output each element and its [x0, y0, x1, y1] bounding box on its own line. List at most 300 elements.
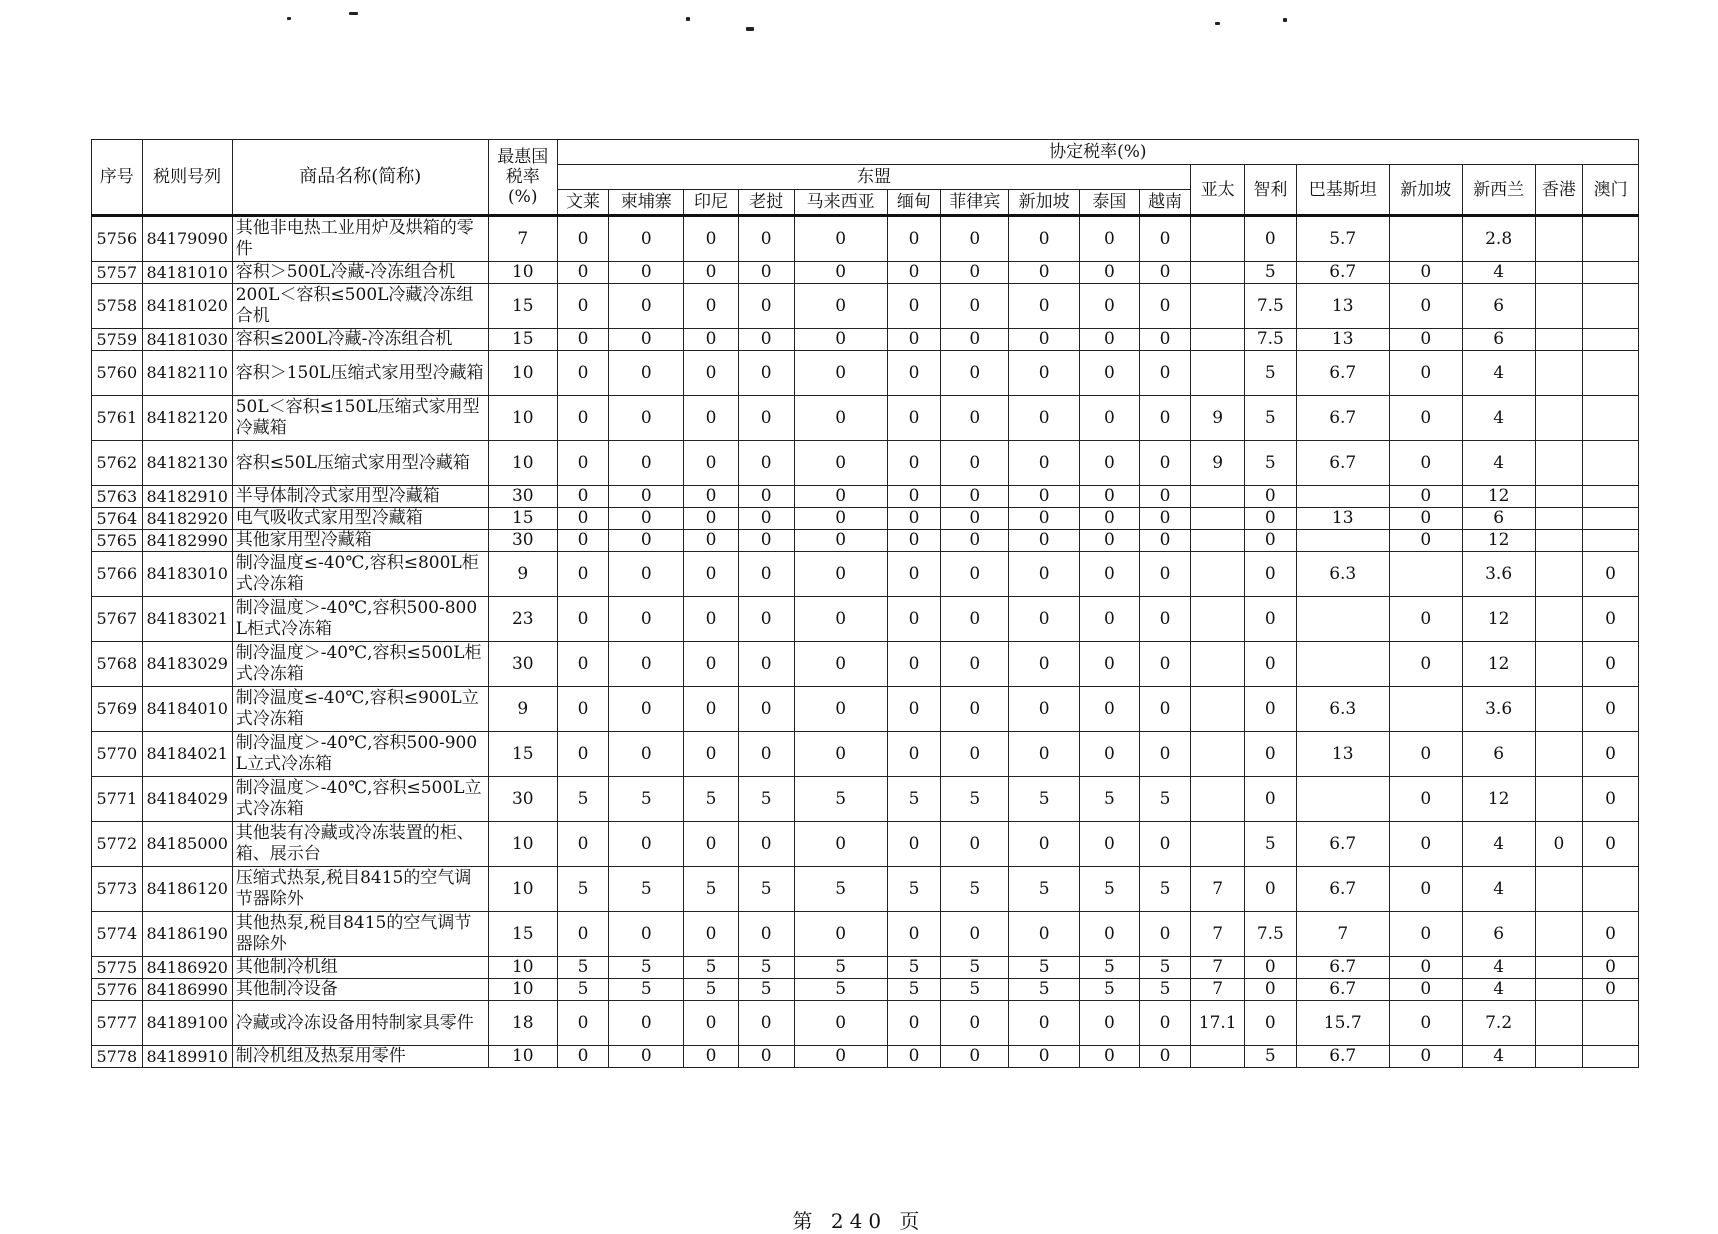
cell-asean-rate: 0 [738, 508, 794, 530]
cell-other-rate: 0 [1389, 1046, 1462, 1068]
table-row [92, 912, 1639, 957]
cell-name: 其他热泵,税目8415的空气调节器除外 [232, 912, 488, 957]
cell-asean-rate: 0 [557, 732, 609, 777]
cell-other-rate [1191, 777, 1245, 822]
cell-asean-rate: 0 [609, 396, 684, 441]
cell-asean-rate: 0 [887, 642, 941, 687]
cell-name: 制冷温度＞-40℃,容积500-900L立式冷冻箱 [232, 732, 488, 777]
cell-asean-rate: 0 [684, 351, 739, 396]
cell-asean-rate: 5 [1139, 957, 1191, 979]
cell-code: 84185000 [142, 822, 232, 867]
table-row [92, 687, 1639, 732]
header-other-col: 新加坡 [1389, 165, 1462, 216]
cell-asean-rate: 0 [738, 351, 794, 396]
cell-other-rate: 7.2 [1462, 1001, 1535, 1046]
cell-asean-rate: 0 [1009, 687, 1080, 732]
cell-asean-rate: 0 [1080, 329, 1140, 351]
cell-asean-rate: 0 [794, 530, 887, 552]
cell-asean-rate: 5 [887, 777, 941, 822]
cell-other-rate: 0 [1389, 508, 1462, 530]
table-row [92, 262, 1639, 284]
cell-name: 制冷温度＞-40℃,容积≤500L柜式冷冻箱 [232, 642, 488, 687]
cell-other-rate [1535, 777, 1583, 822]
cell-asean-rate: 5 [557, 979, 609, 1001]
cell-asean-rate: 0 [738, 396, 794, 441]
cell-asean-rate: 0 [684, 597, 739, 642]
cell-mfn: 10 [488, 822, 557, 867]
cell-asean-rate: 5 [609, 867, 684, 912]
cell-other-rate: 6.3 [1296, 687, 1389, 732]
cell-asean-rate: 0 [941, 1001, 1009, 1046]
cell-code: 84184021 [142, 732, 232, 777]
cell-name: 电气吸收式家用型冷藏箱 [232, 508, 488, 530]
cell-seq: 5770 [92, 732, 143, 777]
cell-mfn: 15 [488, 284, 557, 329]
cell-mfn: 30 [488, 530, 557, 552]
cell-asean-rate: 0 [1080, 597, 1140, 642]
cell-mfn: 10 [488, 867, 557, 912]
cell-asean-rate: 0 [609, 687, 684, 732]
cell-name: 压缩式热泵,税目8415的空气调节器除外 [232, 867, 488, 912]
cell-asean-rate: 0 [794, 351, 887, 396]
cell-name: 半导体制冷式家用型冷藏箱 [232, 486, 488, 508]
cell-asean-rate: 0 [609, 822, 684, 867]
cell-asean-rate: 0 [609, 329, 684, 351]
cell-other-rate [1296, 597, 1389, 642]
cell-mfn: 9 [488, 552, 557, 597]
header-mfn-line1: 最惠国 [497, 147, 549, 167]
cell-asean-rate: 0 [941, 552, 1009, 597]
cell-other-rate: 6.7 [1296, 396, 1389, 441]
cell-asean-rate: 0 [738, 486, 794, 508]
header-other-col: 智利 [1245, 165, 1297, 216]
cell-other-rate: 0 [1245, 508, 1297, 530]
cell-code: 84181010 [142, 262, 232, 284]
cell-asean-rate: 0 [1009, 216, 1080, 262]
header-other-col: 香港 [1535, 165, 1583, 216]
cell-other-rate: 12 [1462, 486, 1535, 508]
cell-other-rate [1191, 486, 1245, 508]
header-asean: 东盟 [557, 165, 1191, 190]
cell-asean-rate: 0 [557, 262, 609, 284]
cell-other-rate: 12 [1462, 530, 1535, 552]
header-other-col: 亚太 [1191, 165, 1245, 216]
cell-asean-rate: 5 [609, 979, 684, 1001]
cell-asean-rate: 0 [1009, 822, 1080, 867]
cell-asean-rate: 0 [941, 687, 1009, 732]
table-row [92, 552, 1639, 597]
cell-asean-rate: 0 [609, 1001, 684, 1046]
cell-asean-rate: 0 [1139, 351, 1191, 396]
cell-asean-rate: 0 [1009, 508, 1080, 530]
cell-asean-rate: 0 [887, 687, 941, 732]
cell-other-rate [1296, 777, 1389, 822]
cell-other-rate [1535, 396, 1583, 441]
header-other-col: 巴基斯坦 [1296, 165, 1389, 216]
cell-code: 84183010 [142, 552, 232, 597]
cell-other-rate: 4 [1462, 441, 1535, 486]
cell-other-rate [1191, 508, 1245, 530]
cell-asean-rate: 0 [684, 642, 739, 687]
cell-other-rate [1389, 552, 1462, 597]
cell-asean-rate: 0 [738, 687, 794, 732]
cell-name: 容积≤200L冷藏-冷冻组合机 [232, 329, 488, 351]
cell-other-rate: 0 [1245, 1001, 1297, 1046]
cell-other-rate: 0 [1583, 777, 1639, 822]
cell-other-rate: 3.6 [1462, 552, 1535, 597]
cell-other-rate: 2.8 [1462, 216, 1535, 262]
cell-other-rate [1535, 1046, 1583, 1068]
cell-asean-rate: 0 [794, 642, 887, 687]
table-row [92, 979, 1639, 1001]
cell-asean-rate: 0 [794, 396, 887, 441]
cell-other-rate: 9 [1191, 441, 1245, 486]
cell-other-rate [1535, 979, 1583, 1001]
cell-asean-rate: 5 [887, 979, 941, 1001]
cell-asean-rate: 0 [609, 216, 684, 262]
cell-seq: 5777 [92, 1001, 143, 1046]
cell-asean-rate: 5 [941, 979, 1009, 1001]
cell-other-rate [1535, 508, 1583, 530]
cell-asean-rate: 0 [557, 1046, 609, 1068]
cell-name: 其他制冷设备 [232, 979, 488, 1001]
cell-other-rate [1583, 329, 1639, 351]
cell-other-rate [1535, 1001, 1583, 1046]
cell-asean-rate: 5 [684, 979, 739, 1001]
cell-asean-rate: 0 [738, 329, 794, 351]
cell-asean-rate: 0 [941, 284, 1009, 329]
cell-asean-rate: 0 [609, 508, 684, 530]
cell-other-rate: 5 [1245, 262, 1297, 284]
cell-other-rate: 6 [1462, 912, 1535, 957]
cell-asean-rate: 0 [794, 329, 887, 351]
cell-other-rate: 0 [1583, 687, 1639, 732]
cell-asean-rate: 0 [1139, 1001, 1191, 1046]
cell-mfn: 10 [488, 396, 557, 441]
cell-asean-rate: 0 [794, 508, 887, 530]
cell-other-rate [1535, 329, 1583, 351]
cell-asean-rate: 0 [794, 216, 887, 262]
cell-asean-rate: 0 [794, 284, 887, 329]
cell-asean-rate: 5 [557, 957, 609, 979]
cell-other-rate: 4 [1462, 262, 1535, 284]
cell-asean-rate: 5 [684, 867, 739, 912]
cell-other-rate [1583, 262, 1639, 284]
cell-other-rate: 0 [1245, 957, 1297, 979]
cell-asean-rate: 0 [1139, 530, 1191, 552]
cell-mfn: 10 [488, 441, 557, 486]
cell-asean-rate: 0 [794, 687, 887, 732]
cell-other-rate: 6.7 [1296, 957, 1389, 979]
cell-other-rate: 6 [1462, 284, 1535, 329]
cell-name: 冷藏或冷冻设备用特制家具零件 [232, 1001, 488, 1046]
cell-other-rate: 13 [1296, 732, 1389, 777]
cell-other-rate: 6.7 [1296, 262, 1389, 284]
header-asean-col: 马来西亚 [794, 190, 887, 216]
cell-other-rate: 0 [1389, 351, 1462, 396]
cell-asean-rate: 0 [1009, 284, 1080, 329]
cell-other-rate: 6 [1462, 329, 1535, 351]
cell-other-rate: 0 [1535, 822, 1583, 867]
cell-other-rate: 0 [1389, 262, 1462, 284]
cell-asean-rate: 0 [1080, 486, 1140, 508]
header-asean-col: 老挝 [738, 190, 794, 216]
cell-asean-rate: 0 [557, 822, 609, 867]
cell-asean-rate: 0 [1080, 216, 1140, 262]
cell-name: 制冷温度≤-40℃,容积≤900L立式冷冻箱 [232, 687, 488, 732]
cell-code: 84182130 [142, 441, 232, 486]
cell-asean-rate: 0 [1080, 396, 1140, 441]
cell-asean-rate: 0 [609, 642, 684, 687]
header-asean-col: 柬埔寨 [609, 190, 684, 216]
cell-code: 84186920 [142, 957, 232, 979]
cell-asean-rate: 0 [609, 530, 684, 552]
cell-other-rate: 6.7 [1296, 979, 1389, 1001]
cell-other-rate [1583, 1046, 1639, 1068]
cell-asean-rate: 0 [738, 441, 794, 486]
cell-other-rate: 0 [1389, 1001, 1462, 1046]
cell-asean-rate: 5 [684, 777, 739, 822]
cell-other-rate [1535, 284, 1583, 329]
cell-other-rate: 6.7 [1296, 822, 1389, 867]
cell-other-rate: 0 [1583, 552, 1639, 597]
cell-other-rate: 0 [1583, 979, 1639, 1001]
cell-asean-rate: 0 [557, 284, 609, 329]
cell-asean-rate: 0 [1080, 441, 1140, 486]
cell-asean-rate: 0 [1080, 687, 1140, 732]
cell-mfn: 30 [488, 777, 557, 822]
tariff-table [91, 139, 1639, 1068]
cell-other-rate [1296, 486, 1389, 508]
cell-asean-rate: 0 [887, 822, 941, 867]
cell-other-rate [1583, 216, 1639, 262]
cell-asean-rate: 0 [684, 284, 739, 329]
cell-asean-rate: 0 [557, 597, 609, 642]
cell-other-rate: 7.5 [1245, 284, 1297, 329]
cell-asean-rate: 5 [1009, 957, 1080, 979]
cell-other-rate [1191, 732, 1245, 777]
cell-other-rate: 5.7 [1296, 216, 1389, 262]
cell-other-rate: 4 [1462, 867, 1535, 912]
cell-asean-rate: 0 [1080, 1001, 1140, 1046]
cell-asean-rate: 5 [1139, 867, 1191, 912]
cell-code: 84189100 [142, 1001, 232, 1046]
cell-asean-rate: 0 [557, 1001, 609, 1046]
cell-other-rate: 4 [1462, 396, 1535, 441]
cell-name: 容积≤50L压缩式家用型冷藏箱 [232, 441, 488, 486]
cell-asean-rate: 0 [738, 1001, 794, 1046]
cell-asean-rate: 0 [1139, 552, 1191, 597]
cell-asean-rate: 0 [1009, 530, 1080, 552]
cell-asean-rate: 0 [557, 508, 609, 530]
cell-other-rate: 4 [1462, 979, 1535, 1001]
cell-other-rate [1296, 642, 1389, 687]
cell-asean-rate: 0 [609, 597, 684, 642]
table-row [92, 957, 1639, 979]
cell-other-rate: 0 [1389, 912, 1462, 957]
cell-other-rate [1535, 552, 1583, 597]
cell-asean-rate: 0 [557, 687, 609, 732]
cell-asean-rate: 0 [941, 642, 1009, 687]
cell-asean-rate: 0 [609, 284, 684, 329]
cell-other-rate: 7 [1296, 912, 1389, 957]
cell-other-rate: 5 [1245, 441, 1297, 486]
cell-other-rate [1191, 530, 1245, 552]
cell-other-rate [1583, 1001, 1639, 1046]
cell-mfn: 15 [488, 508, 557, 530]
cell-asean-rate: 5 [887, 957, 941, 979]
cell-other-rate [1535, 441, 1583, 486]
cell-name: 制冷机组及热泵用零件 [232, 1046, 488, 1068]
cell-other-rate: 5 [1245, 1046, 1297, 1068]
cell-other-rate: 12 [1462, 597, 1535, 642]
cell-asean-rate: 0 [684, 732, 739, 777]
cell-code: 84182110 [142, 351, 232, 396]
cell-other-rate: 0 [1389, 530, 1462, 552]
cell-asean-rate: 0 [1139, 597, 1191, 642]
cell-other-rate: 17.1 [1191, 1001, 1245, 1046]
cell-seq: 5759 [92, 329, 143, 351]
cell-other-rate [1191, 284, 1245, 329]
cell-asean-rate: 0 [941, 508, 1009, 530]
cell-other-rate [1583, 486, 1639, 508]
cell-other-rate: 7.5 [1245, 329, 1297, 351]
table-row [92, 597, 1639, 642]
cell-asean-rate: 0 [1009, 1046, 1080, 1068]
cell-asean-rate: 5 [738, 867, 794, 912]
cell-asean-rate: 5 [941, 777, 1009, 822]
cell-name: 容积＞500L冷藏-冷冻组合机 [232, 262, 488, 284]
cell-asean-rate: 0 [609, 441, 684, 486]
cell-other-rate [1535, 957, 1583, 979]
cell-other-rate: 5 [1245, 351, 1297, 396]
cell-asean-rate: 5 [557, 777, 609, 822]
header-mfn-line2: 税率 [505, 167, 540, 187]
cell-other-rate: 0 [1583, 912, 1639, 957]
cell-other-rate: 4 [1462, 1046, 1535, 1068]
cell-asean-rate: 0 [794, 912, 887, 957]
cell-code: 84184029 [142, 777, 232, 822]
cell-asean-rate: 0 [557, 441, 609, 486]
cell-other-rate [1191, 329, 1245, 351]
cell-code: 84182920 [142, 508, 232, 530]
cell-asean-rate: 0 [887, 396, 941, 441]
cell-other-rate [1583, 396, 1639, 441]
cell-asean-rate: 0 [941, 441, 1009, 486]
table-row [92, 1001, 1639, 1046]
cell-asean-rate: 5 [794, 957, 887, 979]
table-row [92, 530, 1639, 552]
table-row [92, 1046, 1639, 1068]
cell-other-rate: 0 [1583, 642, 1639, 687]
cell-other-rate: 6 [1462, 732, 1535, 777]
cell-other-rate: 12 [1462, 642, 1535, 687]
cell-asean-rate: 0 [887, 732, 941, 777]
cell-asean-rate: 0 [794, 1046, 887, 1068]
cell-asean-rate: 0 [609, 732, 684, 777]
cell-asean-rate: 0 [794, 441, 887, 486]
cell-asean-rate: 0 [1009, 642, 1080, 687]
cell-asean-rate: 0 [684, 1001, 739, 1046]
cell-other-rate: 0 [1583, 957, 1639, 979]
cell-other-rate [1191, 1046, 1245, 1068]
cell-asean-rate: 0 [794, 262, 887, 284]
cell-asean-rate: 0 [609, 351, 684, 396]
cell-name: 200L＜容积≤500L冷藏冷冻组合机 [232, 284, 488, 329]
cell-other-rate: 0 [1389, 867, 1462, 912]
cell-asean-rate: 0 [1139, 912, 1191, 957]
table-row [92, 396, 1639, 441]
cell-asean-rate: 0 [794, 732, 887, 777]
cell-code: 84184010 [142, 687, 232, 732]
cell-other-rate: 0 [1245, 552, 1297, 597]
cell-name: 其他非电热工业用炉及烘箱的零件 [232, 216, 488, 262]
cell-other-rate [1535, 486, 1583, 508]
cell-asean-rate: 0 [887, 1001, 941, 1046]
cell-asean-rate: 0 [557, 329, 609, 351]
cell-asean-rate: 0 [1080, 508, 1140, 530]
cell-asean-rate: 0 [684, 552, 739, 597]
cell-other-rate: 4 [1462, 822, 1535, 867]
cell-asean-rate: 0 [557, 351, 609, 396]
table-row [92, 777, 1639, 822]
cell-other-rate [1535, 262, 1583, 284]
cell-asean-rate: 5 [1139, 979, 1191, 1001]
cell-asean-rate: 0 [941, 597, 1009, 642]
cell-mfn: 10 [488, 957, 557, 979]
cell-other-rate [1535, 732, 1583, 777]
cell-other-rate [1583, 284, 1639, 329]
cell-other-rate: 6.3 [1296, 552, 1389, 597]
header-mfn-line3: (%) [508, 187, 538, 207]
cell-asean-rate: 0 [1080, 530, 1140, 552]
cell-other-rate: 0 [1245, 732, 1297, 777]
cell-asean-rate: 0 [738, 732, 794, 777]
header-asean-col: 新加坡 [1009, 190, 1080, 216]
cell-seq: 5778 [92, 1046, 143, 1068]
cell-name: 其他家用型冷藏箱 [232, 530, 488, 552]
cell-seq: 5765 [92, 530, 143, 552]
cell-asean-rate: 0 [794, 552, 887, 597]
cell-other-rate [1535, 597, 1583, 642]
cell-asean-rate: 0 [609, 1046, 684, 1068]
cell-asean-rate: 0 [941, 396, 1009, 441]
cell-code: 84183029 [142, 642, 232, 687]
cell-asean-rate: 5 [738, 979, 794, 1001]
cell-other-rate: 6.7 [1296, 1046, 1389, 1068]
cell-other-rate: 0 [1389, 329, 1462, 351]
cell-asean-rate: 0 [941, 262, 1009, 284]
cell-other-rate: 4 [1462, 351, 1535, 396]
cell-name: 其他制冷机组 [232, 957, 488, 979]
cell-asean-rate: 5 [1080, 979, 1140, 1001]
cell-asean-rate: 0 [738, 284, 794, 329]
cell-asean-rate: 0 [684, 822, 739, 867]
cell-other-rate [1296, 530, 1389, 552]
header-asean-col: 越南 [1139, 190, 1191, 216]
cell-asean-rate: 5 [794, 867, 887, 912]
cell-asean-rate: 0 [684, 262, 739, 284]
cell-seq: 5771 [92, 777, 143, 822]
cell-asean-rate: 5 [1080, 867, 1140, 912]
page-footer: 第 240 页 [792, 1209, 926, 1233]
cell-asean-rate: 0 [1080, 351, 1140, 396]
cell-name: 制冷温度≤-40℃,容积≤800L柜式冷冻箱 [232, 552, 488, 597]
cell-other-rate [1535, 530, 1583, 552]
cell-other-rate [1535, 351, 1583, 396]
cell-other-rate: 0 [1389, 486, 1462, 508]
cell-mfn: 10 [488, 1046, 557, 1068]
